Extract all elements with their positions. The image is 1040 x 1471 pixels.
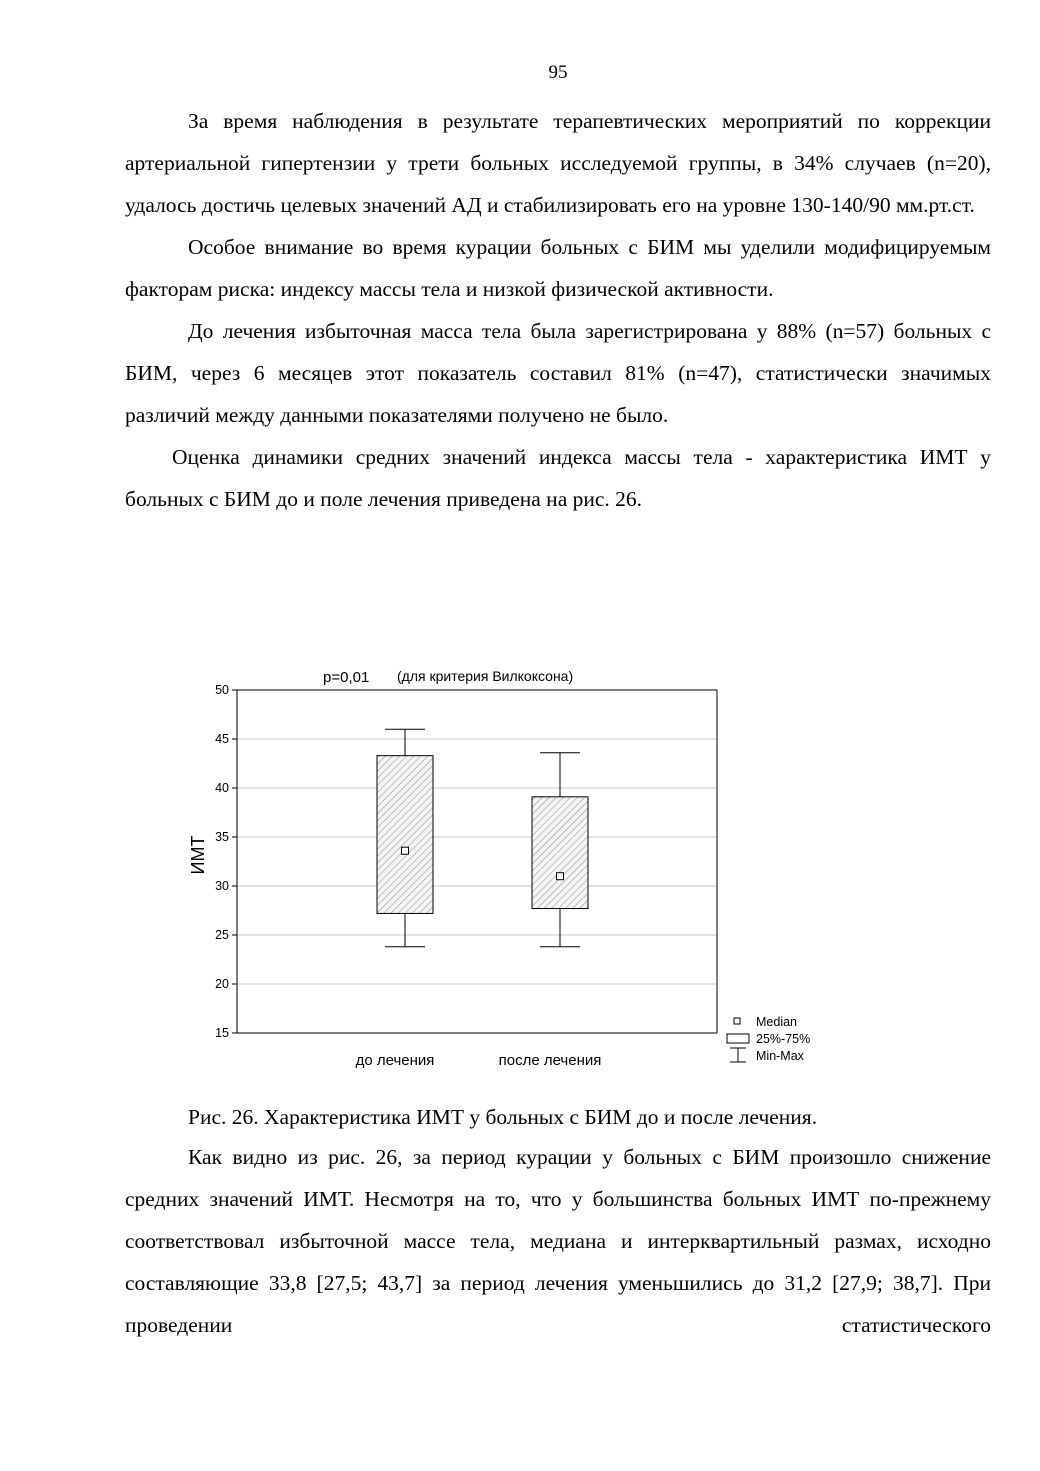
y-tick-label: 50 — [215, 683, 229, 697]
legend-minmax: Min-Max — [756, 1049, 804, 1063]
figure-26 — [170, 660, 850, 1080]
page-number: 95 — [548, 62, 568, 83]
boxplot-chart — [170, 660, 850, 1080]
figure-caption: Рис. 26. Характеристика ИМТ у больных с БИМ до и после лечения. — [188, 1105, 818, 1129]
y-axis-ticks — [215, 683, 237, 1040]
iqr-box — [532, 797, 588, 909]
grid — [237, 739, 717, 984]
paragraph-4: Оценка динамики средних значений индекса массы тела - характеристика ИМТ у больных с БИМ до и поле лечения приведена на рис. 26. — [125, 445, 991, 511]
box-1 — [377, 729, 433, 947]
legend-box-icon — [727, 1034, 749, 1043]
legend — [727, 1015, 810, 1063]
x-tick-label: после лечения — [498, 1052, 602, 1069]
paragraph-2: Особое внимание во время курации больных с БИМ мы уделили модифицируемым факторам риска: индексу массы тела и низкой физической активности. — [125, 235, 991, 301]
legend-iqr: 25%-75% — [756, 1032, 811, 1046]
body-text-bottom — [125, 1136, 991, 1346]
y-tick-label: 25 — [215, 928, 229, 942]
paragraph-1: За время наблюдения в результате терапевтических мероприятий по коррекции артериальной гипертензии у трети больных исследуемой группы, в 34% случаев (n=20), удалось достичь целевых значений АД и стабилизировать его на уровне 130-140/90 мм.рт.ст. — [125, 109, 991, 217]
iqr-box — [377, 756, 433, 914]
y-axis-label: ИМТ — [188, 835, 208, 875]
y-tick-label: 20 — [215, 977, 229, 991]
paragraph-3: До лечения избыточная масса тела была зарегистрирована у 88% (n=57) больных с БИМ, через 6 месяцев этот показатель составил 81% (n=47), статистически значимых различий между данными показателями получено не было. — [125, 319, 991, 427]
y-tick-label: 30 — [215, 879, 229, 893]
body-text-top — [125, 100, 991, 520]
p-value-annotation: p=0,01 — [323, 669, 370, 686]
legend-median-icon — [734, 1018, 740, 1024]
legend-median: Median — [756, 1015, 797, 1029]
test-annotation: (для критерия Вилкоксона) — [397, 668, 574, 684]
y-tick-label: 15 — [215, 1026, 229, 1040]
legend-whisker-icon — [730, 1048, 746, 1062]
y-tick-label: 35 — [215, 830, 229, 844]
box-2 — [532, 753, 588, 947]
y-tick-label: 40 — [215, 781, 229, 795]
x-tick-label: до лечения — [355, 1052, 435, 1069]
median-marker — [402, 847, 409, 854]
boxes — [377, 729, 588, 947]
plot-frame — [237, 690, 717, 1033]
x-axis-labels — [356, 1052, 602, 1069]
median-marker — [557, 873, 564, 880]
y-tick-label: 45 — [215, 732, 229, 746]
paragraph-5: Как видно из рис. 26, за период курации у больных с БИМ произошло снижение средних значений ИМТ. Несмотря на то, что у большинства больных ИМТ по-прежнему соответствовал избыточной массе тела, медиана и интерквартильный размах, исходно составляющие 33,8 [27,5; 43,7] за период лечения уменьшились до 31,2 [27,9; 38,7]. При проведении статистического — [125, 1145, 991, 1337]
